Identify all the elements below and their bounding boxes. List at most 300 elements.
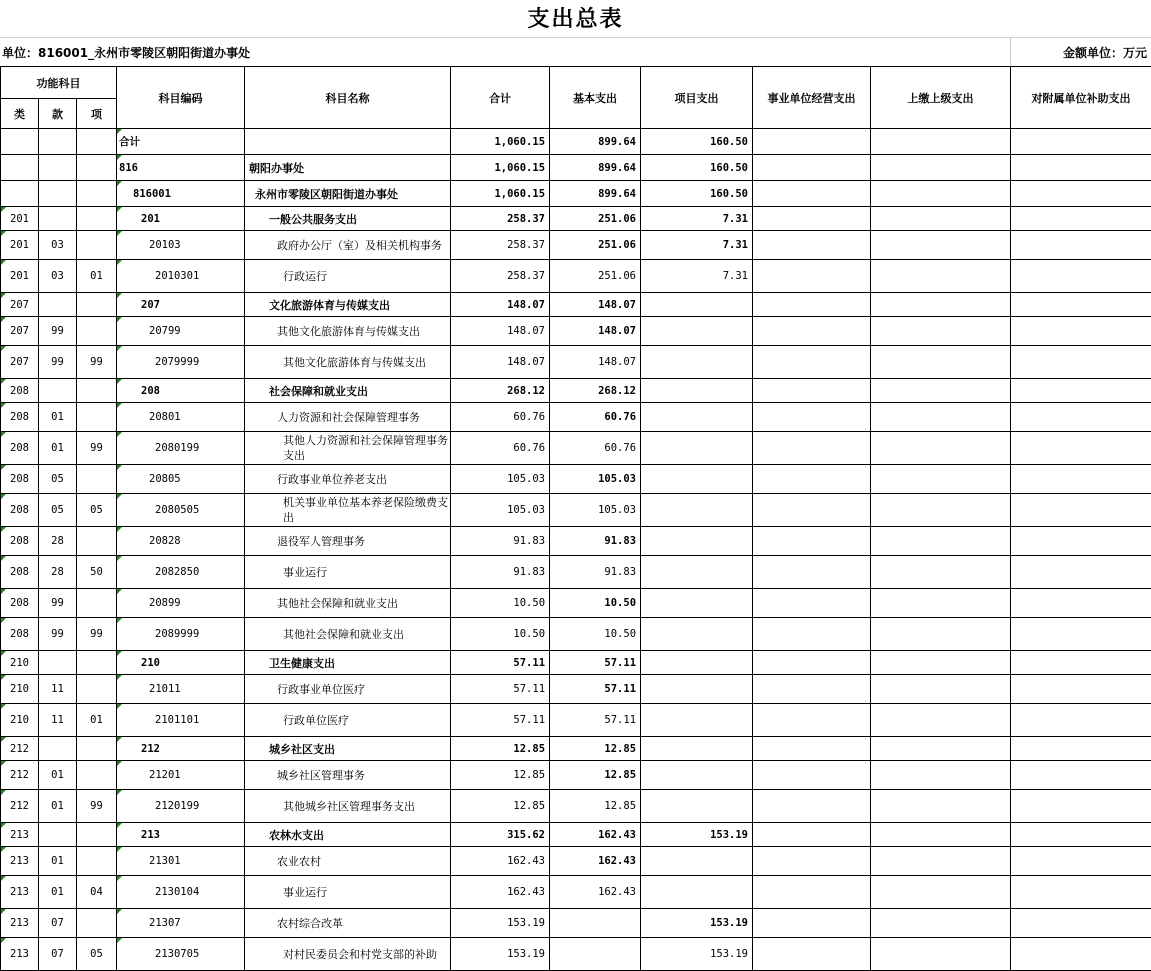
cell-total: 60.76 bbox=[451, 403, 550, 432]
cell-upper bbox=[871, 379, 1011, 403]
cell-basic: 162.43 bbox=[550, 847, 641, 876]
cell-business bbox=[753, 847, 871, 876]
header-xiang: 项 bbox=[77, 99, 117, 129]
cell-business bbox=[753, 675, 871, 704]
cell-basic: 899.64 bbox=[550, 129, 641, 155]
table-row bbox=[1, 432, 1151, 465]
cell-subsidy bbox=[1011, 231, 1151, 260]
cell-upper bbox=[871, 207, 1011, 231]
cell-project: 7.31 bbox=[641, 207, 753, 231]
cell-total: 162.43 bbox=[451, 876, 550, 909]
cell-xiang bbox=[77, 651, 117, 675]
cell-kuan bbox=[39, 293, 77, 317]
header-kuan: 款 bbox=[39, 99, 77, 129]
cell-total: 148.07 bbox=[451, 317, 550, 346]
cell-project bbox=[641, 675, 753, 704]
cell-subsidy bbox=[1011, 847, 1151, 876]
cell-kuan: 01 bbox=[39, 432, 77, 465]
cell-business bbox=[753, 403, 871, 432]
cell-project: 7.31 bbox=[641, 260, 753, 293]
cell-basic: 251.06 bbox=[550, 207, 641, 231]
cell-code: 210 bbox=[117, 651, 245, 675]
cell-subsidy bbox=[1011, 675, 1151, 704]
cell-name: 机关事业单位基本养老保险缴费支出 bbox=[245, 494, 451, 527]
cell-code: 21201 bbox=[117, 761, 245, 790]
cell-basic: 57.11 bbox=[550, 651, 641, 675]
cell-lei: 207 bbox=[1, 317, 39, 346]
cell-code: 208 bbox=[117, 379, 245, 403]
cell-basic: 91.83 bbox=[550, 556, 641, 589]
cell-upper bbox=[871, 704, 1011, 737]
cell-xiang bbox=[77, 847, 117, 876]
cell-basic: 10.50 bbox=[550, 618, 641, 651]
cell-total: 12.85 bbox=[451, 761, 550, 790]
cell-project bbox=[641, 556, 753, 589]
cell-total: 10.50 bbox=[451, 589, 550, 618]
cell-basic: 57.11 bbox=[550, 675, 641, 704]
cell-business bbox=[753, 293, 871, 317]
cell-upper bbox=[871, 231, 1011, 260]
cell-kuan: 03 bbox=[39, 231, 77, 260]
cell-name: 退役军人管理事务 bbox=[245, 527, 451, 556]
cell-basic: 162.43 bbox=[550, 823, 641, 847]
cell-kuan: 01 bbox=[39, 761, 77, 790]
cell-code: 2130705 bbox=[117, 938, 245, 971]
cell-project: 153.19 bbox=[641, 823, 753, 847]
cell-name: 其他文化旅游体育与传媒支出 bbox=[245, 346, 451, 379]
cell-business bbox=[753, 207, 871, 231]
cell-name: 其他社会保障和就业支出 bbox=[245, 618, 451, 651]
cell-kuan bbox=[39, 737, 77, 761]
cell-code: 2080505 bbox=[117, 494, 245, 527]
cell-basic: 899.64 bbox=[550, 155, 641, 181]
cell-code: 2010301 bbox=[117, 260, 245, 293]
cell-kuan: 01 bbox=[39, 790, 77, 823]
cell-name: 卫生健康支出 bbox=[245, 651, 451, 675]
cell-business bbox=[753, 260, 871, 293]
cell-basic: 10.50 bbox=[550, 589, 641, 618]
cell-kuan: 99 bbox=[39, 618, 77, 651]
cell-xiang: 99 bbox=[77, 346, 117, 379]
cell-project bbox=[641, 589, 753, 618]
cell-name: 文化旅游体育与传媒支出 bbox=[245, 293, 451, 317]
cell-lei: 210 bbox=[1, 675, 39, 704]
table-row bbox=[1, 207, 1151, 231]
cell-business bbox=[753, 231, 871, 260]
cell-business bbox=[753, 465, 871, 494]
cell-project bbox=[641, 346, 753, 379]
cell-subsidy bbox=[1011, 129, 1151, 155]
table-row bbox=[1, 737, 1151, 761]
cell-lei: 201 bbox=[1, 231, 39, 260]
cell-upper bbox=[871, 790, 1011, 823]
cell-lei: 213 bbox=[1, 847, 39, 876]
cell-total: 12.85 bbox=[451, 737, 550, 761]
table-row bbox=[1, 704, 1151, 737]
cell-kuan: 05 bbox=[39, 465, 77, 494]
cell-business bbox=[753, 379, 871, 403]
cell-kuan: 99 bbox=[39, 589, 77, 618]
cell-name: 一般公共服务支出 bbox=[245, 207, 451, 231]
cell-project bbox=[641, 737, 753, 761]
table-row bbox=[1, 761, 1151, 790]
cell-xiang: 05 bbox=[77, 494, 117, 527]
cell-basic bbox=[550, 938, 641, 971]
cell-name: 事业运行 bbox=[245, 556, 451, 589]
cell-lei: 210 bbox=[1, 704, 39, 737]
cell-subsidy bbox=[1011, 317, 1151, 346]
cell-kuan: 99 bbox=[39, 317, 77, 346]
table-row bbox=[1, 790, 1151, 823]
cell-code: 212 bbox=[117, 737, 245, 761]
table-row bbox=[1, 494, 1151, 527]
cell-code: 2101101 bbox=[117, 704, 245, 737]
cell-lei: 213 bbox=[1, 876, 39, 909]
cell-total: 162.43 bbox=[451, 847, 550, 876]
cell-basic: 60.76 bbox=[550, 432, 641, 465]
cell-subsidy bbox=[1011, 938, 1151, 971]
header-code: 科目编码 bbox=[117, 67, 245, 129]
cell-code: 20103 bbox=[117, 231, 245, 260]
cell-code: 21307 bbox=[117, 909, 245, 938]
table-row bbox=[1, 346, 1151, 379]
cell-business bbox=[753, 556, 871, 589]
cell-total: 60.76 bbox=[451, 432, 550, 465]
cell-total: 258.37 bbox=[451, 231, 550, 260]
cell-subsidy bbox=[1011, 737, 1151, 761]
cell-subsidy bbox=[1011, 432, 1151, 465]
header-func-subject: 功能科目 bbox=[1, 67, 117, 99]
header-total: 合计 bbox=[451, 67, 550, 129]
cell-subsidy bbox=[1011, 618, 1151, 651]
table-row bbox=[1, 618, 1151, 651]
cell-total: 57.11 bbox=[451, 675, 550, 704]
cell-total: 1,060.15 bbox=[451, 129, 550, 155]
cell-upper bbox=[871, 129, 1011, 155]
cell-project bbox=[641, 527, 753, 556]
cell-business bbox=[753, 589, 871, 618]
cell-total: 258.37 bbox=[451, 260, 550, 293]
cell-lei: 208 bbox=[1, 556, 39, 589]
cell-total: 148.07 bbox=[451, 346, 550, 379]
cell-upper bbox=[871, 876, 1011, 909]
cell-xiang bbox=[77, 129, 117, 155]
cell-code: 20899 bbox=[117, 589, 245, 618]
cell-basic: 148.07 bbox=[550, 346, 641, 379]
cell-upper bbox=[871, 938, 1011, 971]
cell-project bbox=[641, 293, 753, 317]
cell-project bbox=[641, 317, 753, 346]
cell-lei: 213 bbox=[1, 938, 39, 971]
cell-project bbox=[641, 379, 753, 403]
cell-code: 816001 bbox=[117, 181, 245, 207]
cell-name: 政府办公厅（室）及相关机构事务 bbox=[245, 231, 451, 260]
cell-upper bbox=[871, 847, 1011, 876]
table-row bbox=[1, 651, 1151, 675]
cell-business bbox=[753, 909, 871, 938]
header-upper: 上缴上级支出 bbox=[871, 67, 1011, 129]
cell-upper bbox=[871, 737, 1011, 761]
table-body bbox=[1, 129, 1151, 971]
cell-project: 160.50 bbox=[641, 181, 753, 207]
cell-upper bbox=[871, 293, 1011, 317]
unit-info: 单位：816001_永州市零陵区朝阳街道办事处 bbox=[2, 46, 251, 60]
cell-name: 人力资源和社会保障管理事务 bbox=[245, 403, 451, 432]
cell-lei: 212 bbox=[1, 761, 39, 790]
table-row bbox=[1, 181, 1151, 207]
cell-total: 57.11 bbox=[451, 704, 550, 737]
cell-basic bbox=[550, 909, 641, 938]
cell-total: 105.03 bbox=[451, 465, 550, 494]
cell-name: 对村民委员会和村党支部的补助 bbox=[245, 938, 451, 971]
cell-business bbox=[753, 651, 871, 675]
cell-xiang bbox=[77, 675, 117, 704]
cell-upper bbox=[871, 823, 1011, 847]
cell-total: 105.03 bbox=[451, 494, 550, 527]
cell-name: 事业运行 bbox=[245, 876, 451, 909]
cell-xiang bbox=[77, 155, 117, 181]
cell-basic: 12.85 bbox=[550, 761, 641, 790]
cell-basic: 60.76 bbox=[550, 403, 641, 432]
cell-upper bbox=[871, 181, 1011, 207]
cell-xiang bbox=[77, 823, 117, 847]
cell-lei: 213 bbox=[1, 909, 39, 938]
cell-kuan bbox=[39, 207, 77, 231]
cell-total: 10.50 bbox=[451, 618, 550, 651]
cell-lei: 208 bbox=[1, 589, 39, 618]
cell-code: 2130104 bbox=[117, 876, 245, 909]
unit-divider bbox=[1010, 38, 1011, 66]
header-basic: 基本支出 bbox=[550, 67, 641, 129]
cell-business bbox=[753, 494, 871, 527]
cell-xiang bbox=[77, 589, 117, 618]
cell-kuan: 11 bbox=[39, 704, 77, 737]
cell-xiang: 50 bbox=[77, 556, 117, 589]
table-row bbox=[1, 403, 1151, 432]
cell-subsidy bbox=[1011, 589, 1151, 618]
cell-business bbox=[753, 737, 871, 761]
cell-kuan bbox=[39, 155, 77, 181]
table-row bbox=[1, 155, 1151, 181]
cell-lei: 201 bbox=[1, 207, 39, 231]
cell-name: 行政单位医疗 bbox=[245, 704, 451, 737]
cell-upper bbox=[871, 155, 1011, 181]
table-row bbox=[1, 260, 1151, 293]
cell-basic: 268.12 bbox=[550, 379, 641, 403]
cell-basic: 12.85 bbox=[550, 737, 641, 761]
cell-project bbox=[641, 465, 753, 494]
cell-lei: 208 bbox=[1, 379, 39, 403]
table-row bbox=[1, 465, 1151, 494]
table-row bbox=[1, 293, 1151, 317]
cell-xiang bbox=[77, 761, 117, 790]
header-subsidy: 对附属单位补助支出 bbox=[1011, 67, 1151, 129]
cell-business bbox=[753, 876, 871, 909]
table-row bbox=[1, 876, 1151, 909]
cell-code: 213 bbox=[117, 823, 245, 847]
cell-name: 农林水支出 bbox=[245, 823, 451, 847]
cell-code: 合计 bbox=[117, 129, 245, 155]
table-row bbox=[1, 527, 1151, 556]
cell-kuan bbox=[39, 823, 77, 847]
cell-name: 行政事业单位养老支出 bbox=[245, 465, 451, 494]
cell-lei: 208 bbox=[1, 527, 39, 556]
cell-project bbox=[641, 432, 753, 465]
title-divider bbox=[0, 37, 1151, 38]
cell-name: 其他人力资源和社会保障管理事务支出 bbox=[245, 432, 451, 465]
cell-basic: 91.83 bbox=[550, 527, 641, 556]
cell-xiang bbox=[77, 527, 117, 556]
cell-kuan bbox=[39, 651, 77, 675]
cell-basic: 105.03 bbox=[550, 494, 641, 527]
cell-name: 其他社会保障和就业支出 bbox=[245, 589, 451, 618]
cell-xiang bbox=[77, 465, 117, 494]
cell-subsidy bbox=[1011, 403, 1151, 432]
cell-business bbox=[753, 346, 871, 379]
cell-basic: 899.64 bbox=[550, 181, 641, 207]
cell-total: 258.37 bbox=[451, 207, 550, 231]
cell-project bbox=[641, 704, 753, 737]
cell-name: 社会保障和就业支出 bbox=[245, 379, 451, 403]
cell-project: 160.50 bbox=[641, 155, 753, 181]
cell-business bbox=[753, 181, 871, 207]
table-row bbox=[1, 231, 1151, 260]
cell-upper bbox=[871, 527, 1011, 556]
cell-project: 160.50 bbox=[641, 129, 753, 155]
cell-lei: 208 bbox=[1, 465, 39, 494]
cell-project bbox=[641, 761, 753, 790]
cell-total: 91.83 bbox=[451, 527, 550, 556]
cell-total: 153.19 bbox=[451, 909, 550, 938]
cell-code: 2082850 bbox=[117, 556, 245, 589]
cell-xiang bbox=[77, 231, 117, 260]
cell-code: 21011 bbox=[117, 675, 245, 704]
cell-lei: 212 bbox=[1, 790, 39, 823]
cell-upper bbox=[871, 260, 1011, 293]
cell-upper bbox=[871, 909, 1011, 938]
cell-lei: 210 bbox=[1, 651, 39, 675]
table-row bbox=[1, 909, 1151, 938]
cell-upper bbox=[871, 465, 1011, 494]
cell-project bbox=[641, 651, 753, 675]
table-row bbox=[1, 129, 1151, 155]
cell-subsidy bbox=[1011, 465, 1151, 494]
cell-business bbox=[753, 317, 871, 346]
table-row bbox=[1, 938, 1151, 971]
cell-xiang bbox=[77, 737, 117, 761]
cell-business bbox=[753, 938, 871, 971]
cell-xiang: 99 bbox=[77, 618, 117, 651]
cell-business bbox=[753, 823, 871, 847]
cell-total: 57.11 bbox=[451, 651, 550, 675]
cell-upper bbox=[871, 651, 1011, 675]
cell-subsidy bbox=[1011, 556, 1151, 589]
cell-basic: 148.07 bbox=[550, 293, 641, 317]
cell-name: 行政事业单位医疗 bbox=[245, 675, 451, 704]
cell-kuan: 01 bbox=[39, 876, 77, 909]
table-row bbox=[1, 823, 1151, 847]
table-row bbox=[1, 379, 1151, 403]
cell-name: 行政运行 bbox=[245, 260, 451, 293]
cell-basic: 251.06 bbox=[550, 231, 641, 260]
table-row bbox=[1, 589, 1151, 618]
cell-lei: 208 bbox=[1, 618, 39, 651]
cell-total: 315.62 bbox=[451, 823, 550, 847]
cell-business bbox=[753, 618, 871, 651]
cell-total: 12.85 bbox=[451, 790, 550, 823]
cell-project: 7.31 bbox=[641, 231, 753, 260]
cell-upper bbox=[871, 589, 1011, 618]
cell-basic: 12.85 bbox=[550, 790, 641, 823]
cell-code: 2089999 bbox=[117, 618, 245, 651]
cell-project bbox=[641, 790, 753, 823]
header-business: 事业单位经营支出 bbox=[753, 67, 871, 129]
cell-business bbox=[753, 155, 871, 181]
cell-business bbox=[753, 704, 871, 737]
cell-project bbox=[641, 403, 753, 432]
cell-subsidy bbox=[1011, 651, 1151, 675]
table-row bbox=[1, 847, 1151, 876]
cell-business bbox=[753, 527, 871, 556]
cell-name: 其他文化旅游体育与传媒支出 bbox=[245, 317, 451, 346]
table-row bbox=[1, 675, 1151, 704]
cell-xiang bbox=[77, 403, 117, 432]
cell-lei: 208 bbox=[1, 494, 39, 527]
cell-basic: 57.11 bbox=[550, 704, 641, 737]
cell-xiang: 05 bbox=[77, 938, 117, 971]
cell-subsidy bbox=[1011, 346, 1151, 379]
header-name: 科目名称 bbox=[245, 67, 451, 129]
cell-upper bbox=[871, 761, 1011, 790]
cell-code: 20828 bbox=[117, 527, 245, 556]
cell-kuan: 07 bbox=[39, 938, 77, 971]
cell-kuan: 11 bbox=[39, 675, 77, 704]
header-project: 项目支出 bbox=[641, 67, 753, 129]
cell-kuan: 99 bbox=[39, 346, 77, 379]
cell-xiang: 99 bbox=[77, 432, 117, 465]
header-lei: 类 bbox=[1, 99, 39, 129]
cell-total: 91.83 bbox=[451, 556, 550, 589]
table-row bbox=[1, 556, 1151, 589]
cell-name: 城乡社区管理事务 bbox=[245, 761, 451, 790]
cell-business bbox=[753, 432, 871, 465]
cell-subsidy bbox=[1011, 260, 1151, 293]
cell-business bbox=[753, 790, 871, 823]
cell-xiang: 01 bbox=[77, 260, 117, 293]
cell-lei bbox=[1, 129, 39, 155]
cell-name: 农业农村 bbox=[245, 847, 451, 876]
cell-subsidy bbox=[1011, 761, 1151, 790]
cell-lei: 207 bbox=[1, 346, 39, 379]
cell-business bbox=[753, 129, 871, 155]
cell-lei: 201 bbox=[1, 260, 39, 293]
cell-subsidy bbox=[1011, 207, 1151, 231]
cell-xiang bbox=[77, 181, 117, 207]
cell-name: 其他城乡社区管理事务支出 bbox=[245, 790, 451, 823]
cell-xiang bbox=[77, 909, 117, 938]
cell-kuan: 01 bbox=[39, 847, 77, 876]
cell-total: 148.07 bbox=[451, 293, 550, 317]
cell-project bbox=[641, 494, 753, 527]
cell-kuan: 03 bbox=[39, 260, 77, 293]
cell-name: 农村综合改革 bbox=[245, 909, 451, 938]
cell-subsidy bbox=[1011, 823, 1151, 847]
cell-lei: 207 bbox=[1, 293, 39, 317]
cell-subsidy bbox=[1011, 494, 1151, 527]
cell-code: 21301 bbox=[117, 847, 245, 876]
cell-upper bbox=[871, 346, 1011, 379]
cell-code: 2079999 bbox=[117, 346, 245, 379]
